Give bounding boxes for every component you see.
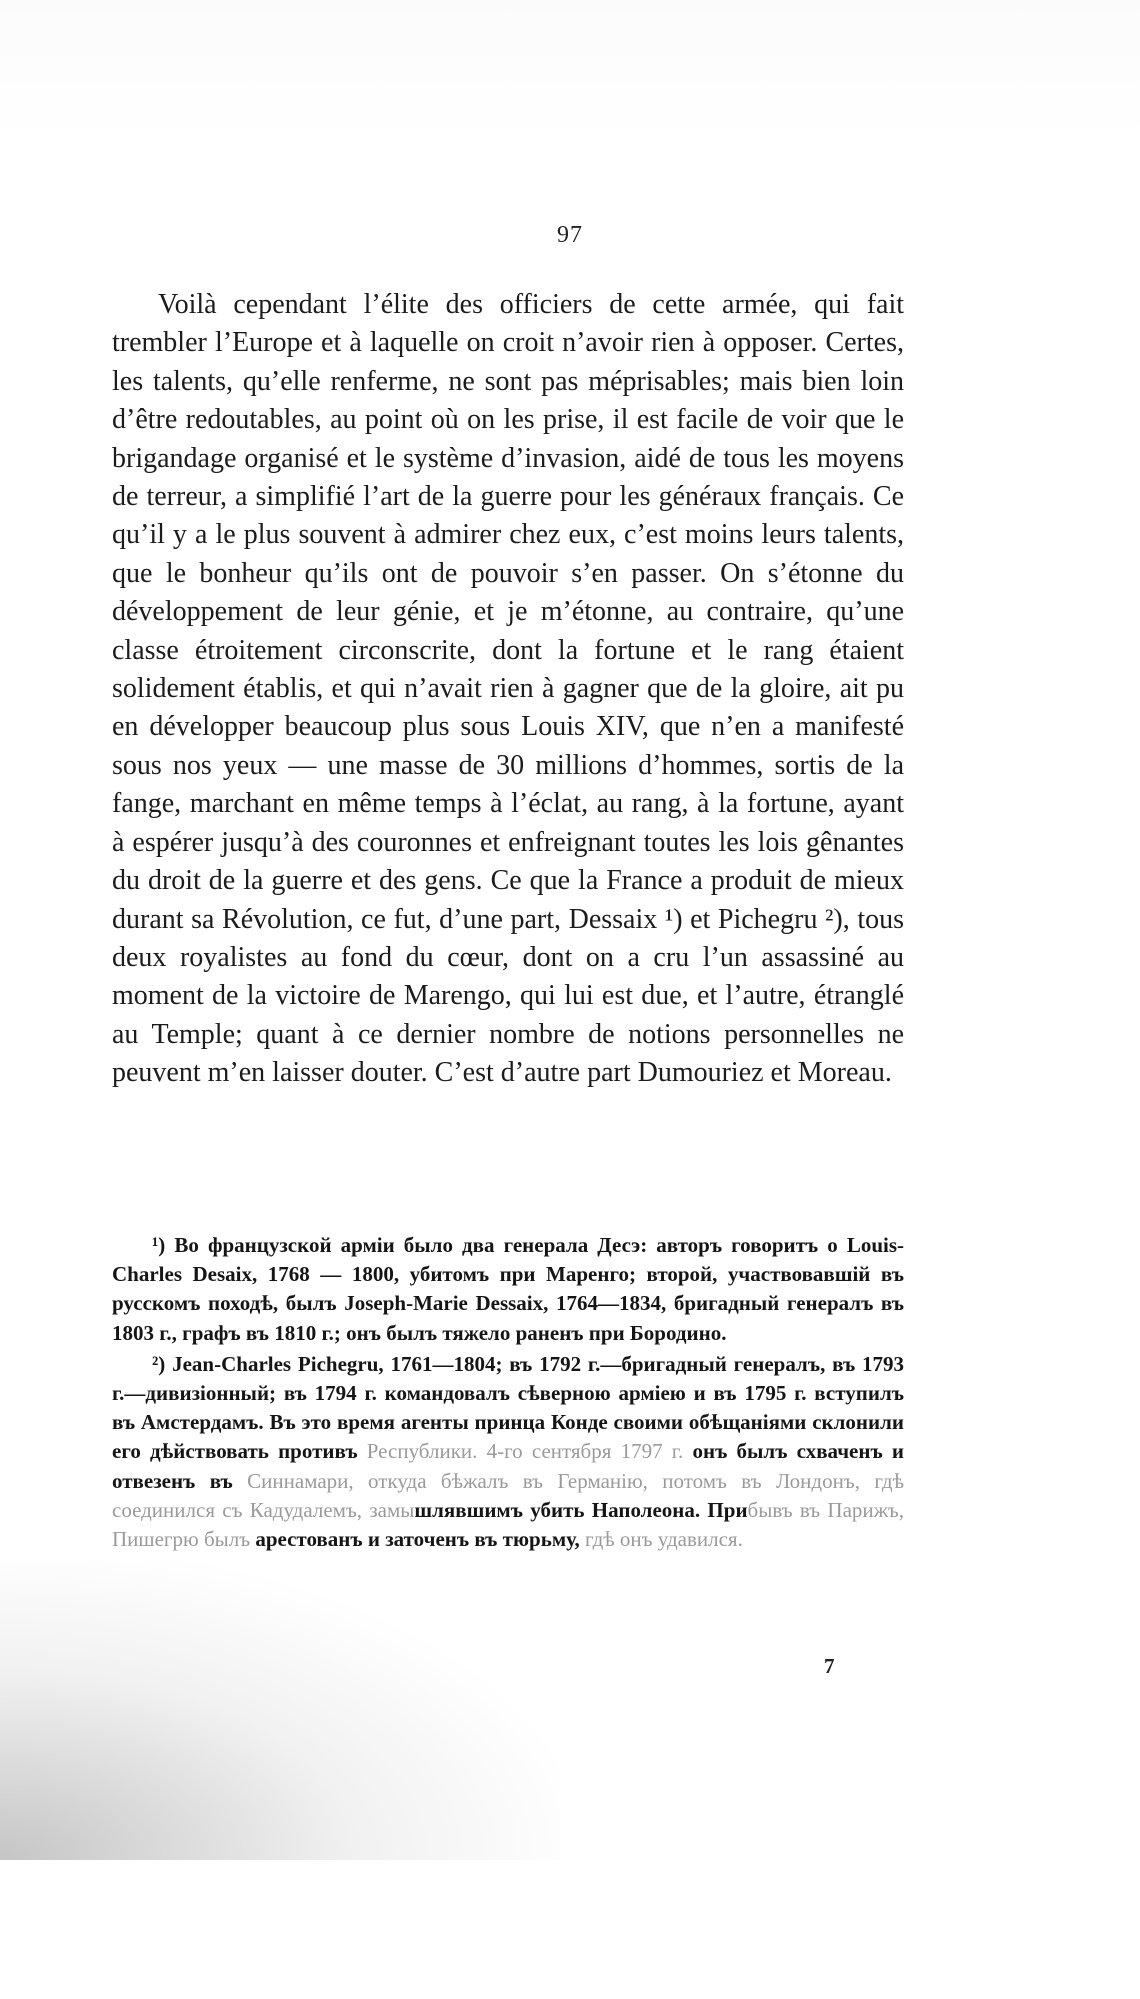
footnote-1 <box>112 1231 904 1348</box>
footnote-2-mid-1: онъ былъ схваченъ и отвезенъ въ <box>112 1439 905 1493</box>
footnote-2-mid-2: шлявшимъ убить Наполеона. При <box>414 1497 748 1522</box>
footnote-2-marker: ²) <box>152 1351 166 1376</box>
footnote-2-faded-4: гдѣ онъ удавился. <box>585 1527 743 1552</box>
main-paragraph: Voilà cependant l’élite des officiers de cette armée, qui fait trembler l’Europe et à laquelle on croit n’avoir rien à opposer. Certes, les talents, qu’elle renferme, ne sont pas méprisables; mais bien loin d’être redoutables, au point où on les prise, il est facile de voir que le brigandage organisé et le système d’invasion, aidé de tous les moyens de terreur, a simplifié l’art de la guerre pour les généraux français. Ce qu’il y a le plus souvent à admirer chez eux, c’est moins leurs talents, que le bonheur qu’ils ont de pouvoir s’en passer. On s’étonne du développement de leur génie, et je m’étonne, au contraire, qu’une classe étroitement circonscrite, dont la fortune et le rang étaient solidement établis, et qui n’avait rien à gagner que de la gloire, ait pu en développer beaucoup plus sous Louis XIV, que n’en a manifesté sous nos yeux — une masse de 30 millions d’hommes, sortis de la fange, marchant en même temps à l’éclat, au rang, à la fortune, ayant à espérer jusqu’à des couronnes et enfreignant toutes les lois gênantes du droit de la guerre et des gens. Ce que la France a produit de mieux durant sa Révolution, ce fut, d’une part, Dessaix ¹) et Pichegru ²), tous deux royalistes au fond du cœur, dont on a cru l’un assassiné au moment de la victoire de Marengo, qui lui est due, et l’autre, étranglé au Temple; quant à ce dernier nombre de notions personnelles ne peuvent m’en laisser douter. C’est d’autre part Dumouriez et Moreau. <box>112 289 904 1089</box>
scan-top-fade <box>0 0 1140 140</box>
footnote-2-text: Jean-Charles Pichegru, 1761—1804; въ 1792 г.—бригадный генералъ, въ 1793 г.—дивизіонный; въ 1794 г. командовалъ сѣверною арміею и въ 1795 г. вступилъ въ Амстердамъ. Въ это время агенты принца Конде своими обѣщаніями склонили его дѣйствовать противъ <box>112 1351 904 1464</box>
footnote-2 <box>112 1350 904 1554</box>
footnote-2-faded-1: Республики. 4-го сентября 1797 г. <box>366 1439 684 1464</box>
sheet-signature: 7 <box>824 1654 835 1678</box>
footnote-1-marker: ¹) <box>152 1233 166 1257</box>
scan-shadow <box>0 1560 560 1860</box>
footnote-2-faded-2: Синнамари, откуда бѣжалъ въ Германію, потомъ въ Лондонъ, гдѣ соединился съ Кадудалемъ, замы <box>112 1468 904 1522</box>
footnotes <box>112 1231 904 1556</box>
footnote-2-faded-3: бывъ въ Парижъ, Пишегрю былъ <box>112 1497 904 1552</box>
page-number: 97 <box>557 222 583 248</box>
footnote-2-mid-3: арестованъ и заточенъ въ тюрьму, <box>250 1527 586 1552</box>
footnote-1-text: Во французской арміи было два генерала Десэ: авторъ говоритъ о Louis-Charles Desaix, 1768 — 1800, убитомъ при Маренго; второй, участвовавшій въ русскомъ походѣ, былъ Joseph-Marie Dessaix, 1764—1834, бригадный генералъ въ 1803 г., графъ въ 1810 г.; онъ былъ тяжело раненъ при Бородино. <box>112 1233 904 1345</box>
